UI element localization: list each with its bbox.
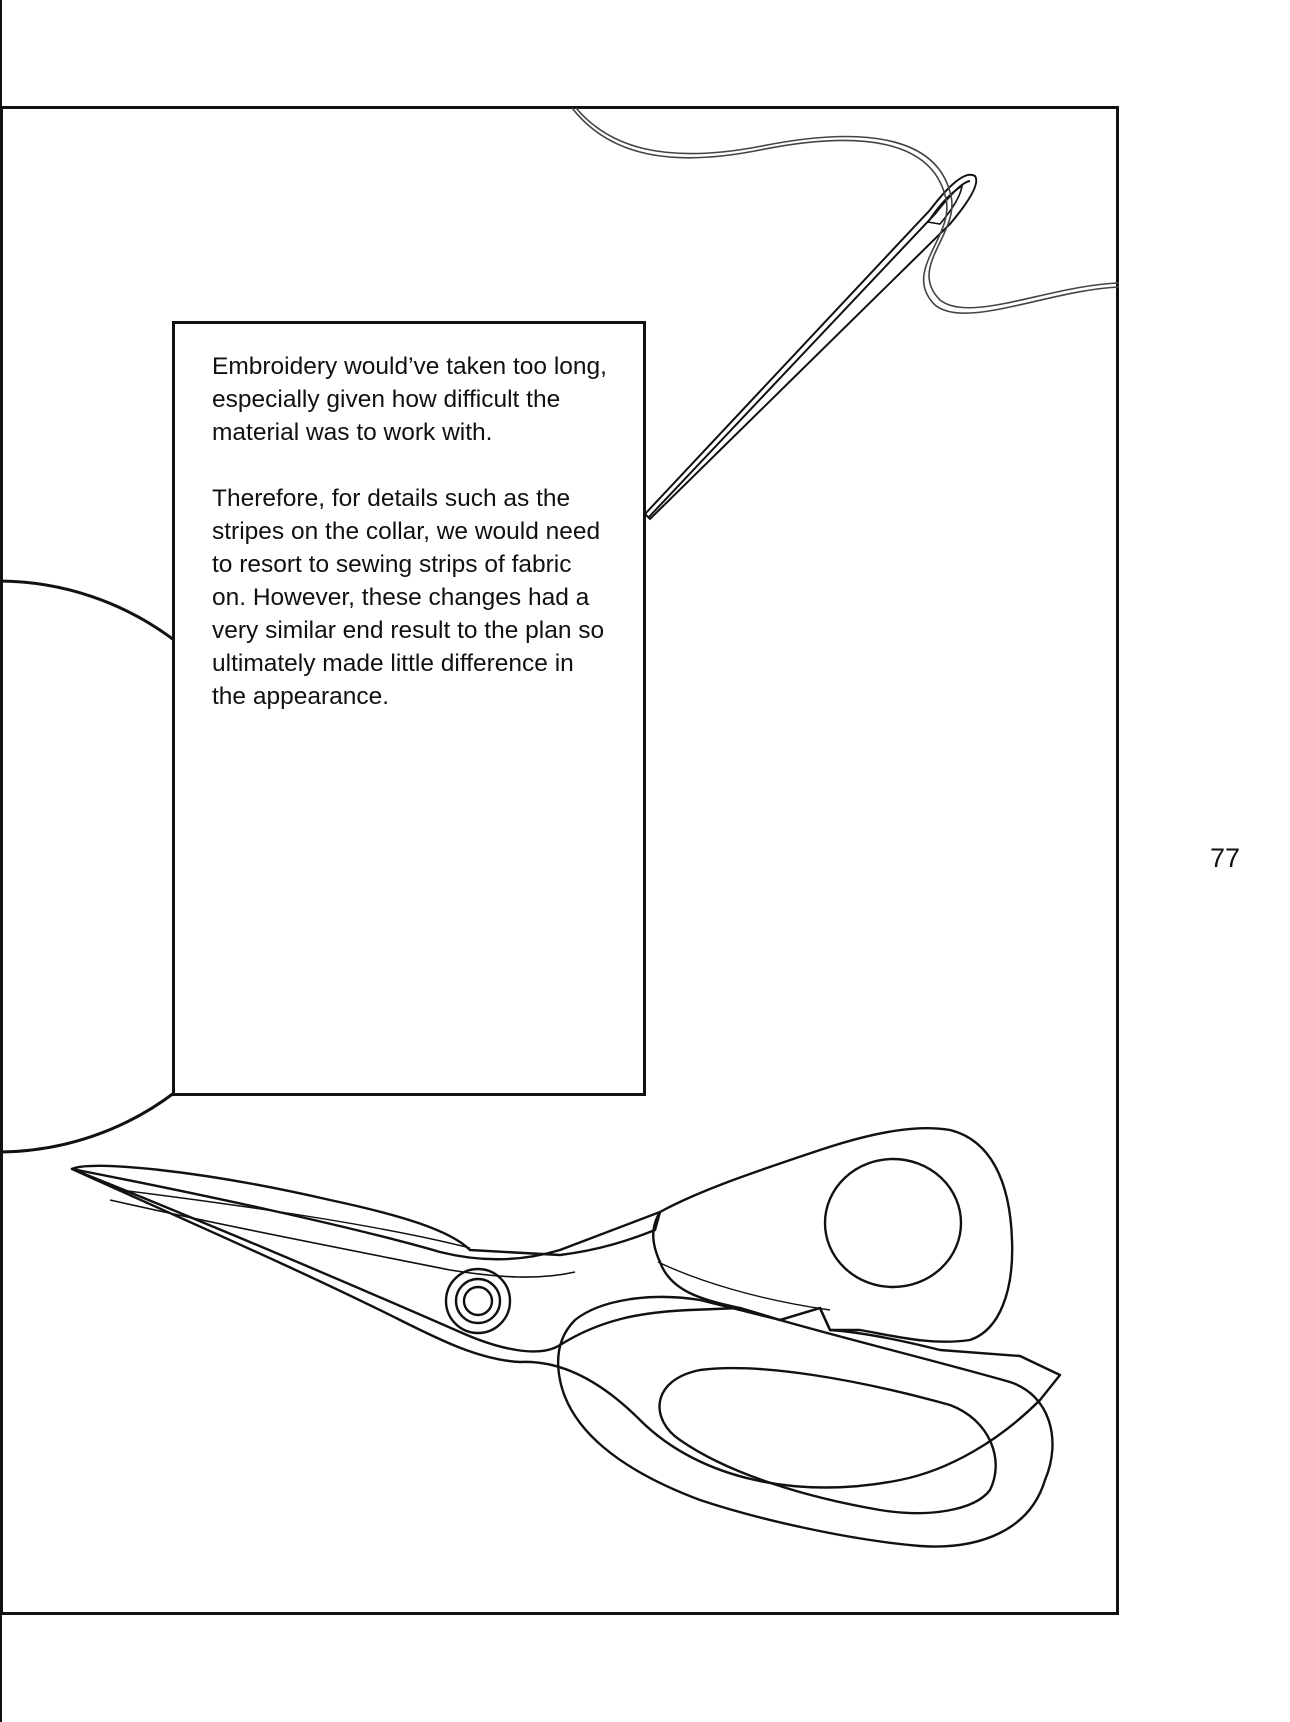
thread-icon	[572, 108, 1119, 313]
scissors-icon	[72, 1128, 1060, 1546]
page-number: 77	[1210, 843, 1241, 873]
paragraph-therefore: Therefore, for details such as the stripes on the collar, we would need to resort to sewing strips of fabric on. However, these changes had a very similar end result to the plan so ultimately made little difference in the appearance.	[212, 485, 605, 710]
half-circle-shape	[0, 581, 174, 1152]
text-box	[172, 321, 646, 1096]
needle-icon	[645, 175, 976, 519]
paragraph-embroidery: Embroidery would’ve taken too long, especially given how difficult the material was to work with.	[212, 353, 607, 446]
